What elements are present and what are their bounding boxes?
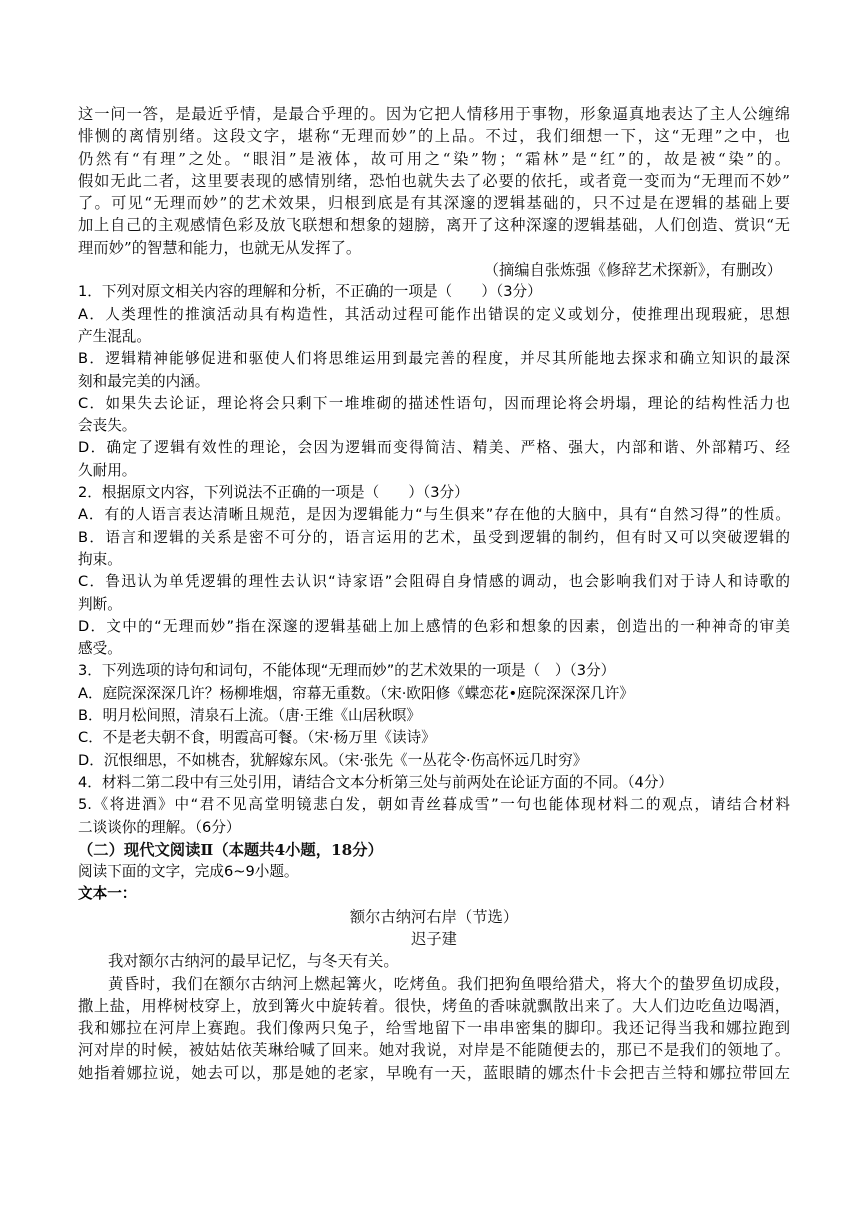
- option-b-cont: 拘束。: [78, 550, 122, 568]
- question-stem-cont: 二谈谈你的理解。（6分）: [78, 818, 241, 836]
- text-line: 她指着娜拉说，她去可以，那是她的老家，早晚有一天，蓝眼睛的娜杰什卡会把吉兰特和娜拉带回左: [78, 1063, 790, 1082]
- option-c: C．鲁迅认为单凭逻辑的理性去认识“诗家语”会阻碍自身情感的调动，也会影响我们对于诗人和诗歌的: [78, 573, 790, 591]
- text-line: 假如无此二者，这里要表现的感情别绪，恐怕也就失去了必要的依托，或者竟一变而为“无理而不妙”: [78, 171, 790, 190]
- text-line: 撒上盐，用桦树枝穿上，放到篝火中旋转着。很快，烤鱼的香味就飘散出来了。大人们边吃鱼边喝酒，: [78, 996, 790, 1015]
- source-note: （摘编自张炼强《修辞艺术探新》，有删改）: [483, 261, 782, 280]
- text-line: 理而妙”的智慧和能力，也就无从发挥了。: [78, 238, 362, 257]
- passage-author: 迟子建: [411, 929, 457, 948]
- question-1: [78, 281, 790, 482]
- option-d-cont: 感受。: [78, 640, 122, 658]
- option-d: D．沉恨细思，不如桃杏，犹解嫁东风。（宋·张先《一丛花令·伤高怀远几时穷》: [78, 751, 588, 769]
- text-line: 我和娜拉在河岸上赛跑。我们像两只兔子，给雪地留下一串串密集的脚印。我还记得当我和娜拉跑到: [78, 1019, 790, 1038]
- question-stem: 1．下列对原文相关内容的理解和分析，不正确的一项是（ ）（3分）: [78, 283, 542, 301]
- option-a: A．庭院深深深几许？杨柳堆烟，帘幕无重数。（宋·欧阳修《蝶恋花•庭院深深深几许》: [78, 684, 634, 702]
- option-a: A．人类理性的推演活动具有构造性，其活动过程可能作出错误的定义或划分，使推理出现瑕疵，思想: [78, 305, 790, 323]
- document-body: [78, 103, 790, 1084]
- passage-title: 额尔古纳河右岸（节选）: [349, 907, 519, 926]
- text-line: 悱恻的离情别绪。这段文字，堪称“无理而妙”的上品。不过，我们细想一下，这“无理”之中，也: [78, 127, 790, 146]
- option-b: B．语言和逻辑的关系是密不可分的，语言运用的艺术，虽受到逻辑的制约，但有时又可以突破逻辑的: [78, 528, 790, 546]
- option-a: A．有的人语言表达清晰且规范，是因为逻辑能力“与生俱来”存在他的大脑中，具有“自然习得”的性质。: [78, 506, 790, 524]
- question-stem: 5.《将进酒》中“君不见高堂明镜悲白发，朝如青丝暮成雪”一句也能体现材料二的观点，请结合材料: [78, 796, 790, 814]
- option-c-cont: 判断。: [78, 595, 122, 613]
- text-line: 这一问一答，是最近乎情，是最合乎理的。因为它把人情移用于事物，形象逼真地表达了主人公缠绵: [78, 105, 790, 123]
- section-instruction: 阅读下面的文字，完成6~9小题。: [78, 863, 299, 881]
- text-line: 河对岸的时候，被姑姑依芙琳给喊了回来。她对我说，对岸是不能随便去的，那已不是我们的领地了。: [78, 1041, 790, 1060]
- option-b-cont: 刻和最完美的内涵。: [78, 372, 210, 390]
- text-line: 仍然有“有理”之处。“眼泪”是液体，故可用之“染”物；“霜林”是“红”的，故是被“染”的。: [78, 149, 790, 168]
- text-line: 了。可见“无理而妙”的艺术效果，归根到底是有其深邃的逻辑基础的，只不过是在逻辑的基础上要: [78, 194, 790, 213]
- section-heading: （二）现代文阅读Ⅱ（本题共4小题，18分）: [78, 840, 383, 859]
- passage-paragraph: 黄昏时，我们在额尔古纳河上燃起篝火，吃烤鱼。我们把狗鱼喂给猎犬，将大个的蛰罗鱼切成段，: [108, 974, 790, 993]
- option-a-cont: 产生混乱。: [78, 327, 151, 345]
- section-two: [78, 839, 790, 1084]
- question-5: [78, 794, 790, 839]
- passage-paragraph: 我对额尔古纳河的最早记忆，与冬天有关。: [108, 952, 399, 971]
- option-c-cont: 会丧失。: [78, 417, 137, 435]
- option-c: C．不是老夫朝不食，明霞高可餐。（宋·杨万里《读诗》: [78, 729, 436, 747]
- option-b: B．逻辑精神能够促进和驱使人们将思维运用到最完善的程度，并尽其所能地去探求和确立知识的最深: [78, 350, 790, 368]
- option-d: D．文中的“无理而妙”指在深邃的逻辑基础上加上感情的色彩和想象的因素，创造出的一种神奇的审美: [78, 617, 790, 635]
- question-stem: 3．下列选项的诗句和词句，不能体现“无理而妙”的艺术效果的一项是（ ）（3分）: [78, 662, 616, 680]
- option-d: D．确定了逻辑有效性的理论，会因为逻辑而变得简洁、精美、严格、强大，内部和谐、外部精巧、经: [78, 439, 790, 457]
- text-label: 文本一：: [78, 885, 137, 903]
- text-line: 加上自己的主观感情色彩及放飞联想和想象的翅膀，离开了这种深邃的逻辑基础，人们创造、赏识“无: [78, 216, 790, 235]
- question-4: 4．材料二第二段中有三处引用，请结合文本分析第三处与前两处在论证方面的不同。（4分）: [78, 773, 674, 791]
- question-3: [78, 660, 790, 771]
- option-c: C．如果失去论证，理论将会只剩下一堆堆砌的描述性语句，因而理论将会坍塌，理论的结构性活力也: [78, 394, 790, 412]
- question-stem: 2．根据原文内容，下列说法不正确的一项是（ ）（3分）: [78, 484, 469, 502]
- option-d-cont: 久耐用。: [78, 461, 137, 479]
- option-b: B．明月松间照，清泉石上流。（唐·王维《山居秋暝》: [78, 707, 422, 725]
- question-2: [78, 482, 790, 660]
- material-one-ending: [78, 103, 790, 281]
